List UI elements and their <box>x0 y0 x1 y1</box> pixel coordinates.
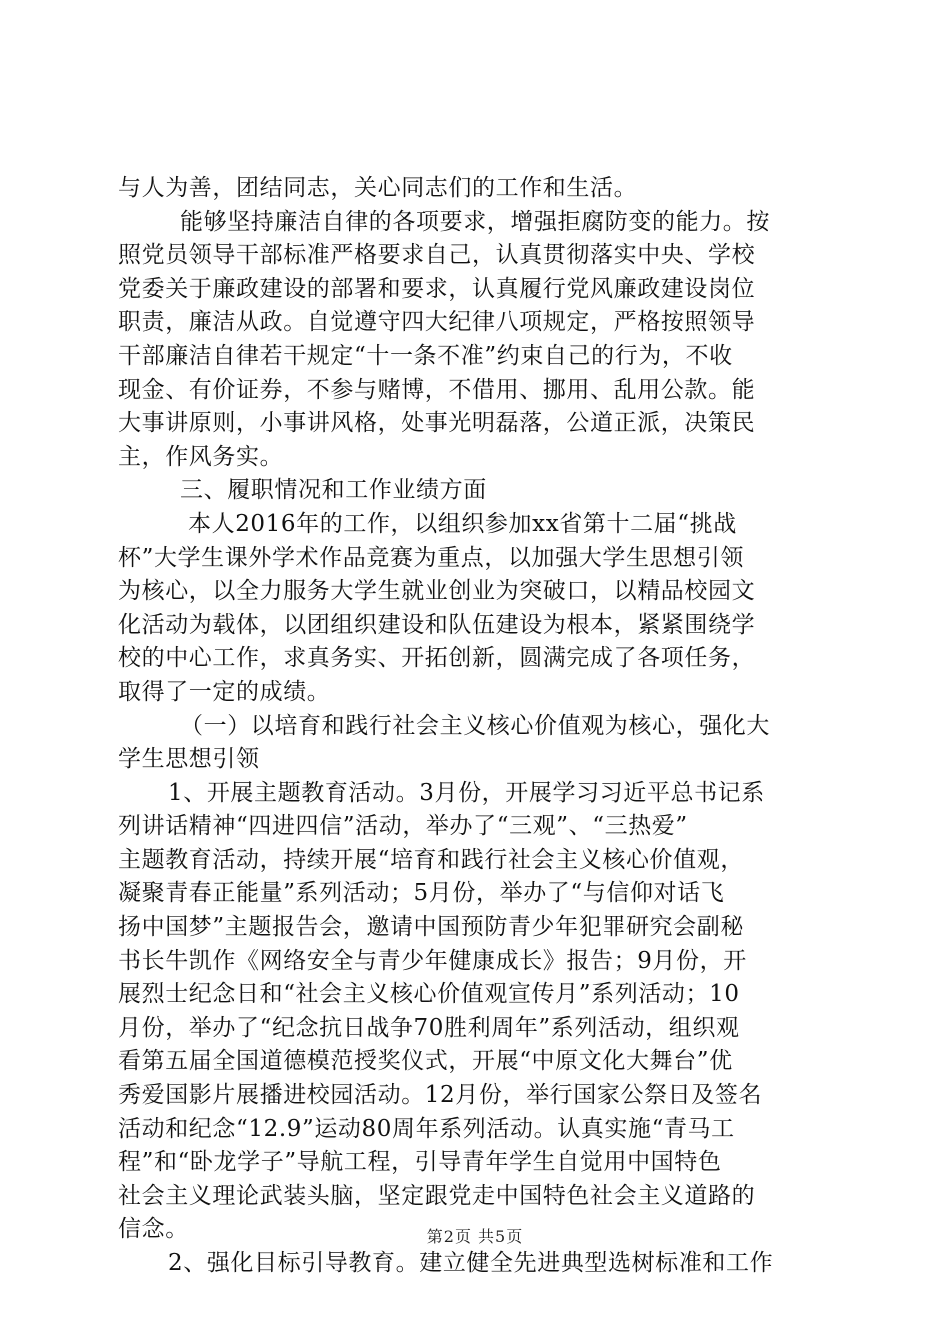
text-line: 学生思想引领 <box>118 746 260 773</box>
page-footer: 第2页 共5页 <box>426 1227 524 1246</box>
text-line: 主，作风务实。 <box>118 443 284 470</box>
text-line: 能够坚持廉洁自律的各项要求，增强拒腐防变的能力。按 <box>180 208 770 235</box>
text-line: 展烈士纪念日和“社会主义核心价值观宣传月”系列活动；10 <box>118 981 740 1008</box>
text-line: 社会主义理论武装头脑，坚定跟党走中国特色社会主义道路的 <box>118 1182 756 1209</box>
text-line: 凝聚青春正能量”系列活动；5月份，举办了“与信仰对话飞 <box>118 880 725 907</box>
text-line: 化活动为载体，以团组织建设和队伍建设为根本，紧紧围绕学 <box>118 611 756 638</box>
document-body <box>118 172 832 1281</box>
text-line: 三、履职情况和工作业绩方面 <box>180 477 487 504</box>
text-line: 2、强化目标引导教育。建立健全先进典型选树标准和工作 <box>168 1250 774 1276</box>
text-line: 取得了一定的成绩。 <box>118 678 331 705</box>
text-line: 活动和纪念“12.9”运动80周年系列活动。认真实施“青马工 <box>118 1115 735 1142</box>
text-line: 本人2016年的工作，以组织参加xx省第十二届“挑战 <box>188 510 737 537</box>
text-line: 秀爱国影片展播进校园活动。12月份，举行国家公祭日及签名 <box>118 1082 763 1109</box>
text-line: 党委关于廉政建设的部署和要求，认真履行党风廉政建设岗位 <box>118 275 756 302</box>
text-line: 扬中国梦”主题报告会，邀请中国预防青少年犯罪研究会副秘 <box>118 914 744 941</box>
text-line: 列讲话精神“四进四信”活动，举办了“三观”、“三热爱” <box>118 813 688 840</box>
text-line: 与人为善，团结同志，关心同志们的工作和生活。 <box>118 175 638 201</box>
text-line: 干部廉洁自律若干规定“十一条不准”约束自己的行为，不收 <box>118 342 733 369</box>
text-line: 看第五届全国道德模范授奖仪式，开展“中原文化大舞台”优 <box>118 1048 733 1075</box>
text-line: 杯”大学生课外学术作品竞赛为重点，以加强大学生思想引领 <box>118 544 744 571</box>
text-line: 现金、有价证券，不参与赌博，不借用、挪用、乱用公款。能 <box>118 376 756 403</box>
text-line: 照党员领导干部标准严格要求自己，认真贯彻落实中央、学校 <box>118 242 756 269</box>
text-line: 信念。 <box>118 1216 189 1243</box>
text-line: 月份，举办了“纪念抗日战争70胜利周年”系列活动，组织观 <box>118 1014 740 1041</box>
text-line: 1、开展主题教育活动。3月份，开展学习习近平总书记系 <box>168 779 765 806</box>
text-line: 主题教育活动，持续开展“培育和践行社会主义核心价值观， <box>118 846 744 873</box>
text-line: 为核心，以全力服务大学生就业创业为突破口，以精品校园文 <box>118 578 756 605</box>
text-line: 校的中心工作，求真务实、开拓创新，圆满完成了各项任务， <box>118 645 756 672</box>
text-line: （一）以培育和践行社会主义核心价值观为核心，强化大 <box>180 712 770 739</box>
text-line: 职责，廉洁从政。自觉遵守四大纪律八项规定，严格按照领导 <box>118 309 756 336</box>
text-line: 大事讲原则，小事讲风格，处事光明磊落，公道正派，决策民 <box>118 410 756 437</box>
text-line: 程”和“卧龙学子”导航工程，引导青年学生自觉用中国特色 <box>118 1149 722 1176</box>
text-line: 书长牛凯作《网络安全与青少年健康成长》报告；9月份，开 <box>118 947 747 974</box>
